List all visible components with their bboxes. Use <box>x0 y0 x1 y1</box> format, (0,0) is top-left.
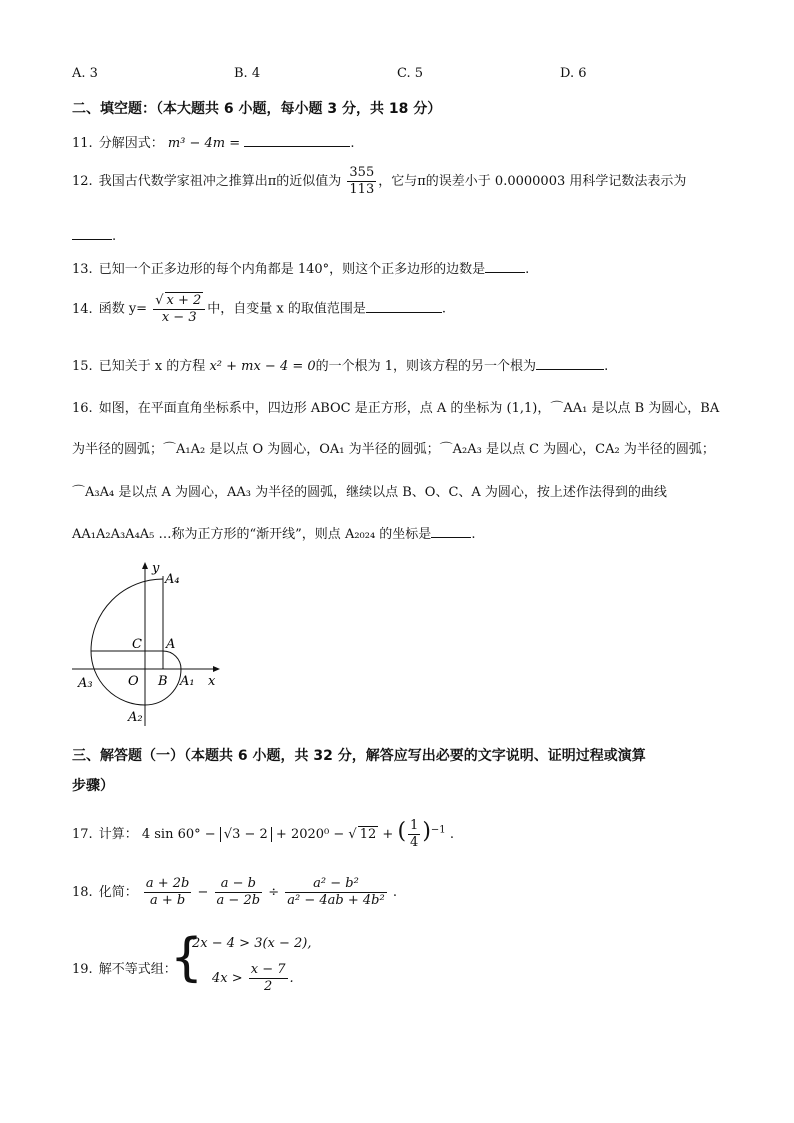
answer-blank[interactable] <box>431 524 471 538</box>
section-3-title: 三、解答题（一）（本题共 6 小题，共 32 分，解答应写出必要的文字说明、证明过程或演算 <box>72 748 646 764</box>
question-16-line-1: 16. 如图，在平面直角坐标系中，四边形 ABOC 是正方形，点 A 的坐标为 (1,1)，⌒AA₁ 是以点 B 为圆心，BA <box>72 401 720 416</box>
label-x: x <box>208 674 216 689</box>
arc-a3-a4 <box>91 579 163 651</box>
options-row <box>72 66 752 86</box>
answer-blank[interactable] <box>485 259 525 273</box>
involute-figure <box>68 556 238 732</box>
arc-a-a1 <box>163 651 181 669</box>
question-16-line-2: 为半径的圆弧；⌒A₁A₂ 是以点 O 为圆心，OA₁ 为半径的圆弧；⌒A₂A₃ 是以点 C 为圆心，CA₂ 为半径的圆弧； <box>72 442 715 457</box>
fraction-one-quarter: $\frac{1}{4}$ <box>410 818 419 850</box>
answer-blank[interactable] <box>72 226 112 240</box>
label-c: C <box>132 637 142 652</box>
fraction-355-113: $\frac{355}{113}$ <box>349 165 375 197</box>
label-a2: A₂ <box>128 710 143 725</box>
system-brace: { <box>170 928 204 988</box>
question-17: 17. 计算： 4 sin 60° − √3 − 2 + 2020⁰ − √ 12 + ( $\frac{1}{4}$ )$^{-1}$ . <box>72 818 454 850</box>
question-12: 12. 我国古代数学家祖冲之推算出π的近似值为 $\frac{355}{113}$ ，它与π的误差小于 0.0000003 用科学记数法表示为 <box>72 165 687 197</box>
x-axis-arrow <box>213 666 220 672</box>
inequality-2: 4x > $\frac{x - 7}{2}$ . <box>212 962 294 994</box>
label-a1: A₁ <box>180 674 195 689</box>
question-16-line-3: ⌒A₃A₄ 是以点 A 为圆心，AA₃ 为半径的圆弧，继续以点 B、O、C、A 为圆心，按上述作法得到的曲线 <box>72 485 667 500</box>
question-14: 14. 函数 y= $\frac{√ x + 2}{x - 3}$ 中，自变量 x 的取值范围是 . <box>72 293 447 325</box>
fraction-function: $\frac{√ x + 2}{x - 3}$ <box>153 292 205 326</box>
y-axis-arrow <box>142 562 148 569</box>
question-13: 13. 已知一个正多边形的每个内角都是 140°，则这个正多边形的边数是 . <box>72 258 529 277</box>
answer-blank[interactable] <box>366 299 442 313</box>
answer-blank[interactable] <box>536 356 604 370</box>
section-3-title-cont: 步骤） <box>72 778 114 794</box>
label-a3: A₃ <box>78 676 93 691</box>
option-d: D. 6 <box>560 66 587 81</box>
label-a4: A₄ <box>165 572 180 587</box>
label-y: y <box>152 561 160 576</box>
label-o: O <box>128 674 139 689</box>
label-b: B <box>158 674 168 689</box>
question-18: 18. 化简： $\frac{a + 2b}{a + b}$ − $\frac{a - b}{a - 2b}$ ÷ $\frac{\text{a² − b²}}{\text{a² − 4ab + 4b²}}$ . <box>72 876 397 908</box>
answer-blank[interactable] <box>244 133 350 147</box>
question-15: 15. 已知关于 x 的方程 x² + mx − 4 = 0的一个根为 1，则该方程的另一个根为 . <box>72 355 608 374</box>
option-a: A. 3 <box>72 66 98 81</box>
inequality-1: 2x − 4 > 3(x − 2), <box>192 936 312 951</box>
question-19: 19. 解不等式组： <box>72 962 177 977</box>
question-11: 11. 分解因式： m³ − 4m = . <box>72 132 354 151</box>
option-c: C. 5 <box>397 66 424 81</box>
section-2-title: 二、填空题：（本大题共 6 小题，每小题 3 分，共 18 分） <box>72 101 442 117</box>
question-12-cont: . <box>72 226 116 244</box>
option-b: B. 4 <box>234 66 261 81</box>
label-a: A <box>166 637 176 652</box>
square-aboc <box>145 651 163 669</box>
absolute-value: √3 − 2 <box>220 827 272 842</box>
question-16-line-4: AA₁A₂A₃A₄A₅ …称为正方形的“渐开线”，则点 A₂₀₂₄ 的坐标是 . <box>72 523 475 542</box>
